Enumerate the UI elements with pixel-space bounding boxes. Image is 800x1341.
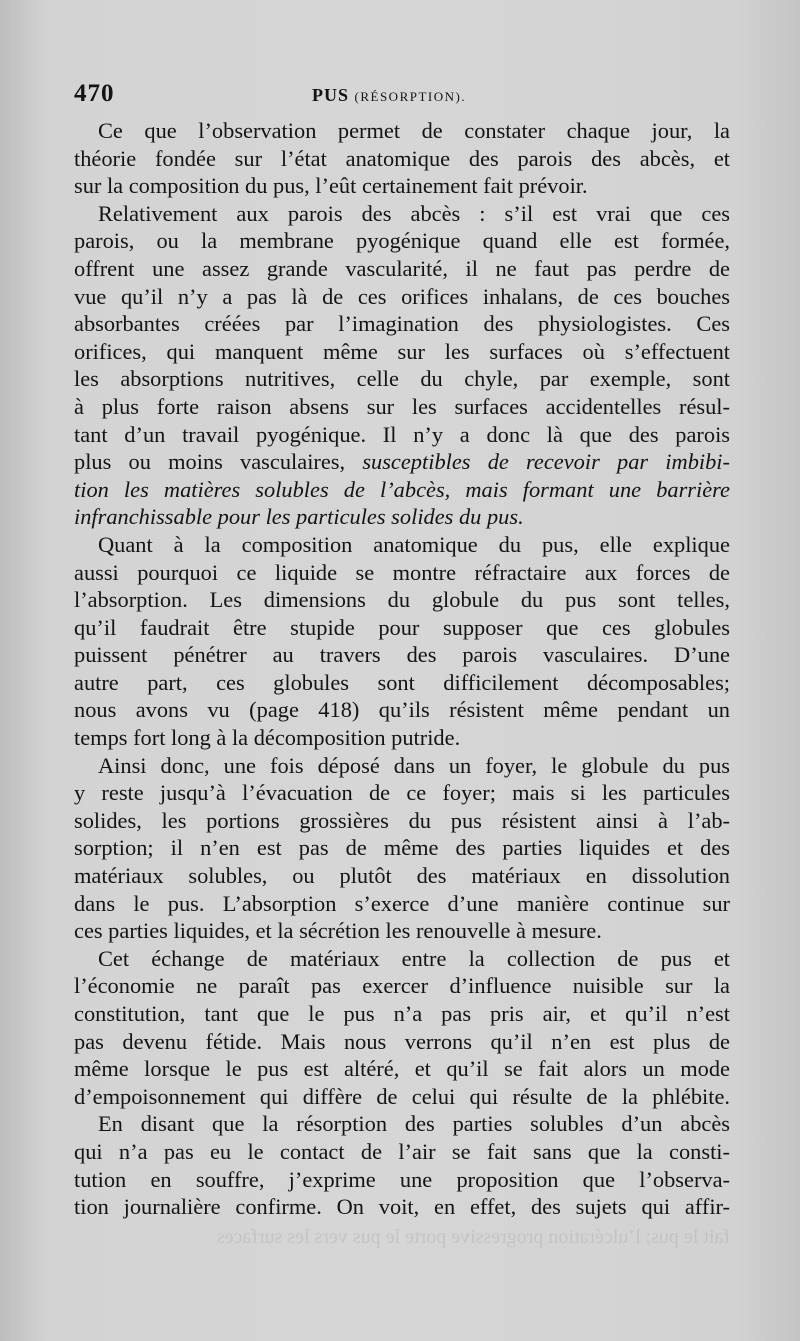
- text-line: Cet échange de matériaux entre la collection de pus et: [98, 945, 730, 971]
- text-line: pas devenu fétide. Mais nous verrons qu’il n’en est plus de: [74, 1028, 730, 1054]
- text-line: absorbantes créées par l’imagination des physiologistes. Ces: [74, 311, 730, 337]
- text-line: parois, ou la membrane pyogénique quand elle est formée,: [74, 228, 730, 254]
- text-line: solides, les portions grossières du pus résistent ainsi à l’ab-: [74, 807, 730, 833]
- text-line: temps fort long à la décomposition putride.: [74, 725, 461, 751]
- running-head-main: PUS: [312, 85, 350, 105]
- roman-run: plus ou moins vasculaires,: [74, 449, 363, 475]
- italic-line: tion les matières solubles de l’abcès, mais formant une barrière: [74, 476, 730, 502]
- paragraph-5: [74, 945, 730, 1111]
- text-line: l’économie ne paraît pas exercer d’influence nuisible sur la: [74, 973, 730, 999]
- text-line: sur la composition du pus, l’eût certainement fait prévoir.: [74, 173, 588, 199]
- text-line: tant d’un travail pyogénique. Il n’y a donc là que des parois: [74, 421, 730, 447]
- text-line-mixed: [74, 448, 730, 476]
- text-line: d’empoisonnement qui diffère de celui qui résulte de la phlébite.: [74, 1083, 730, 1109]
- paragraph-4: [74, 752, 730, 945]
- running-head-sub: (RÉSORPTION).: [354, 89, 467, 104]
- body-text: [74, 117, 730, 1221]
- bleed-through-text: fait le pus; l’ulcération progressive porte le pus vers les surfaces: [216, 1226, 730, 1248]
- text-line: En disant que la résorption des parties solubles d’un abcès: [98, 1111, 730, 1137]
- text-line: offrent une assez grande vascularité, il ne faut pas perdre de: [74, 255, 730, 281]
- text-line: aussi pourquoi ce liquide se montre réfractaire aux forces de: [74, 559, 730, 585]
- text-line: vue qu’il n’y a pas là de ces orifices inhalans, de ces bouches: [74, 283, 730, 309]
- paragraph-1: [74, 117, 730, 200]
- text-line: sorption; il n’en est pas de même des parties liquides et des: [74, 835, 730, 861]
- text-line: Quant à la composition anatomique du pus, elle explique: [98, 531, 730, 557]
- text-line: les absorptions nutritives, celle du chyle, par exemple, sont: [74, 366, 730, 392]
- text-line: même lorsque le pus est altéré, et qu’il se fait alors un mode: [74, 1056, 730, 1082]
- text-line: Ainsi donc, une fois déposé dans un foyer, le globule du pus: [98, 752, 730, 778]
- text-line: dans le pus. L’absorption s’exerce d’une manière continue sur: [74, 890, 730, 916]
- text-line: Ce que l’observation permet de constater chaque jour, la: [98, 118, 730, 143]
- text-line: y reste jusqu’à l’évacuation de ce foyer; mais si les particules: [74, 780, 730, 806]
- page-number: 470: [74, 80, 115, 107]
- text-line: théorie fondée sur l’état anatomique des parois des abcès, et: [74, 145, 730, 171]
- text-line: ces parties liquides, et la sécrétion les renouvelle à mesure.: [74, 918, 602, 944]
- paragraph-3: [74, 531, 730, 752]
- text-line: qui n’a pas eu le contact de l’air se fait sans que la consti-: [74, 1138, 730, 1164]
- text-line: Relativement aux parois des abcès : s’il est vrai que ces: [98, 200, 730, 226]
- italic-line: infranchissable pour les particules solides du pus.: [74, 504, 524, 530]
- text-line: qu’il faudrait être stupide pour supposer que ces globules: [74, 614, 730, 640]
- text-line: nous avons vu (page 418) qu’ils résistent même pendant un: [74, 697, 730, 723]
- italic-run: susceptibles de recevoir par imbibi-: [362, 449, 730, 475]
- text-line: autre part, ces globules sont difficilement décomposables;: [74, 669, 730, 695]
- text-line: constitution, tant que le pus n’a pas pris air, et qu’il n’est: [74, 1001, 730, 1026]
- page-header: [74, 80, 729, 112]
- text-line: tion journalière confirme. On voit, en effet, des sujets qui affir-: [74, 1194, 730, 1220]
- paragraph-2: [74, 200, 730, 531]
- running-head: [312, 85, 466, 106]
- text-line: à plus forte raison absens sur les surfaces accidentelles résul-: [74, 393, 730, 419]
- text-line: orifices, qui manquent même sur les surfaces où s’effectuent: [74, 338, 730, 364]
- text-line: l’absorption. Les dimensions du globule du pus sont telles,: [74, 587, 730, 613]
- text-line: tution en souffre, j’exprime une proposition que l’observa-: [74, 1166, 730, 1192]
- text-line: puissent pénétrer au travers des parois vasculaires. D’une: [74, 642, 730, 668]
- paragraph-6: [74, 1110, 730, 1220]
- text-line: matériaux solubles, ou plutôt des matériaux en dissolution: [74, 863, 730, 889]
